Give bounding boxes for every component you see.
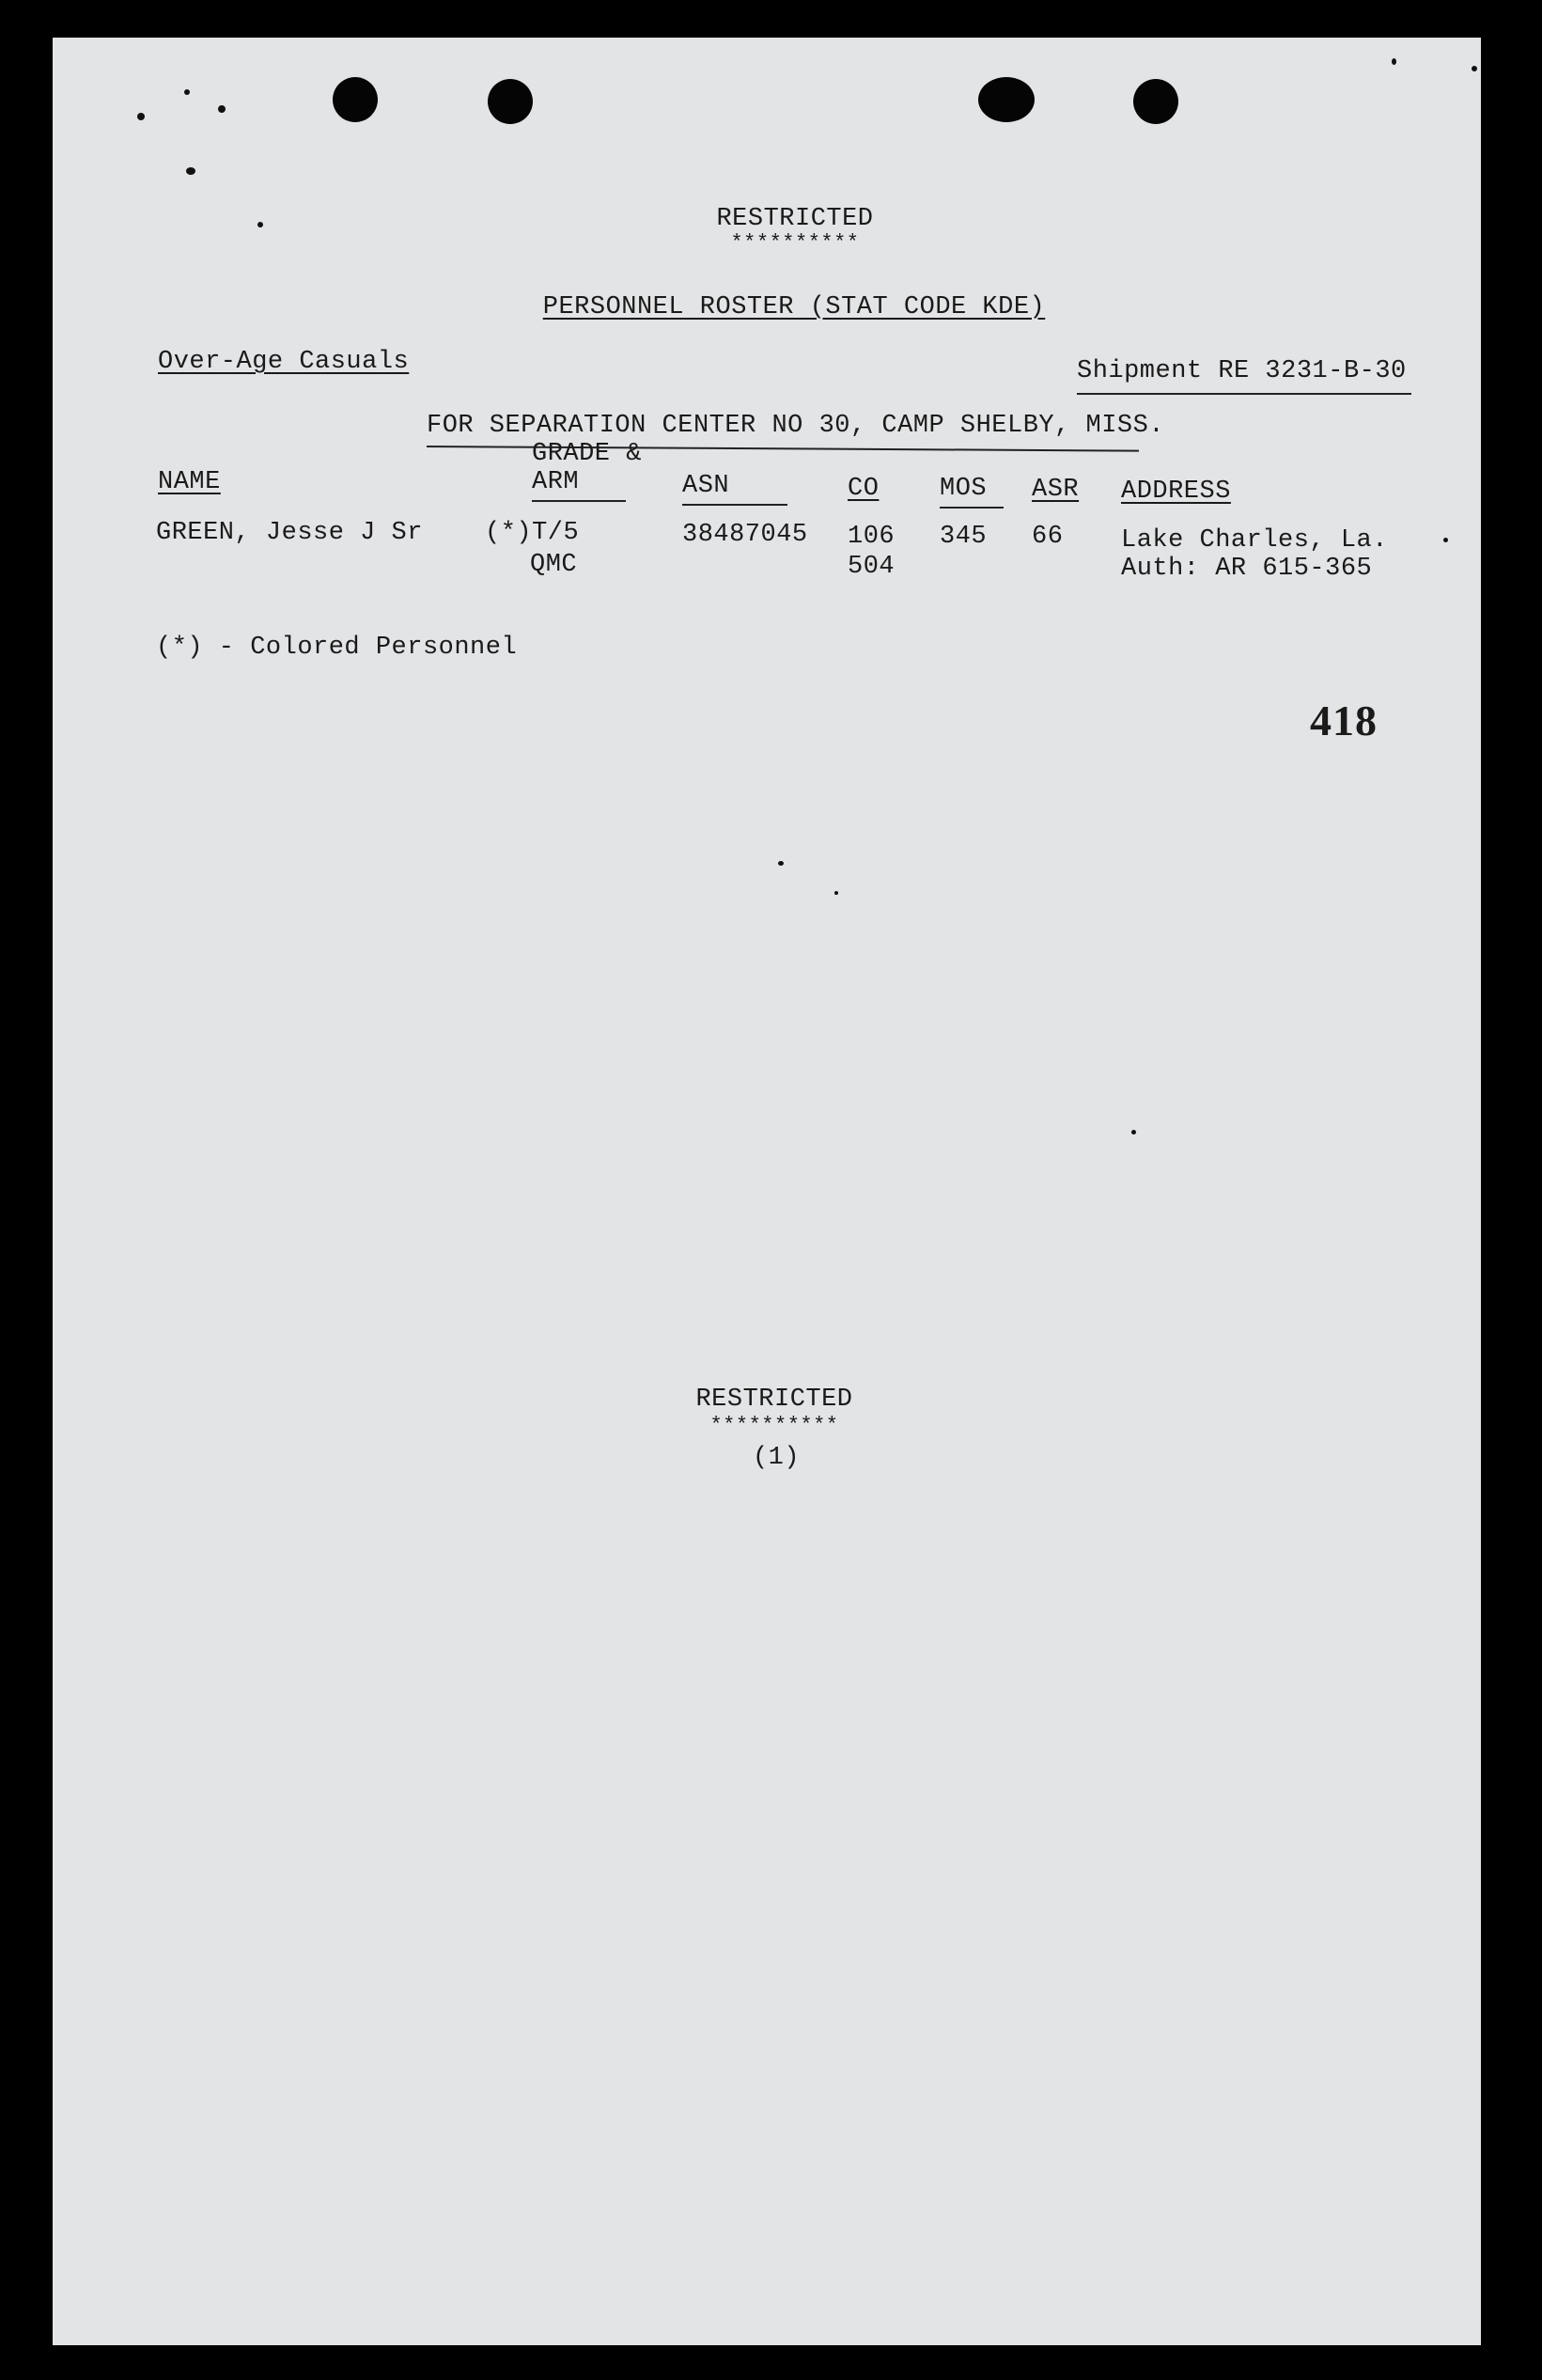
- row-address: Lake Charles, La.: [1121, 526, 1388, 555]
- speck: [1443, 538, 1448, 542]
- row-grade: (*)T/5: [485, 519, 580, 547]
- col-address: ADDRESS: [1121, 478, 1231, 506]
- roster-title: PERSONNEL ROSTER (STAT CODE KDE): [542, 293, 1046, 321]
- speck: [1392, 58, 1396, 65]
- shipment-label: Shipment RE 3231-B-30: [1077, 357, 1407, 385]
- col-mos: MOS: [940, 475, 988, 503]
- speck: [834, 891, 838, 895]
- row-asr: 66: [1032, 523, 1064, 551]
- document-page: [53, 38, 1481, 2345]
- col-name: NAME: [158, 468, 221, 496]
- stars-bottom: **********: [709, 1414, 839, 1437]
- footnote: (*) - Colored Personnel: [156, 634, 518, 662]
- stars-top: **********: [730, 231, 860, 255]
- group-label: Over-Age Casuals: [158, 348, 410, 376]
- speck: [218, 105, 226, 113]
- classification-top: RESTRICTED: [716, 205, 874, 233]
- speck: [184, 89, 190, 95]
- col-asn-underline: [682, 504, 787, 506]
- speck: [186, 167, 195, 175]
- punch-hole-4: [1133, 79, 1178, 124]
- speck: [257, 222, 263, 227]
- col-grade-line1: GRADE &: [532, 440, 642, 468]
- punch-hole-2: [488, 79, 533, 124]
- row-co-line1: 106: [848, 523, 896, 551]
- punch-hole-1: [333, 77, 378, 122]
- row-arm: QMC: [530, 551, 578, 579]
- speck: [1131, 1130, 1136, 1135]
- col-mos-underline: [940, 507, 1004, 509]
- punch-hole-3: [978, 77, 1035, 122]
- col-grade-underline: [532, 500, 626, 502]
- col-co: CO: [848, 475, 880, 503]
- col-asn: ASN: [682, 472, 730, 500]
- speck: [1472, 66, 1477, 71]
- row-asn: 38487045: [682, 521, 808, 549]
- row-mos: 345: [940, 523, 988, 551]
- stamp-number: 418: [1310, 697, 1378, 744]
- row-name: GREEN, Jesse J Sr: [156, 519, 423, 547]
- page-number: (1): [752, 1444, 801, 1472]
- speck: [778, 861, 784, 866]
- row-auth: Auth: AR 615-365: [1121, 555, 1373, 583]
- classification-bottom: RESTRICTED: [695, 1386, 853, 1414]
- col-asr: ASR: [1032, 476, 1080, 504]
- col-grade-line2: ARM: [532, 468, 580, 496]
- speck: [137, 113, 145, 120]
- row-co-line2: 504: [848, 553, 896, 581]
- shipment-underline: [1077, 393, 1411, 395]
- destination-label: FOR SEPARATION CENTER NO 30, CAMP SHELBY, MISS.: [427, 412, 1165, 440]
